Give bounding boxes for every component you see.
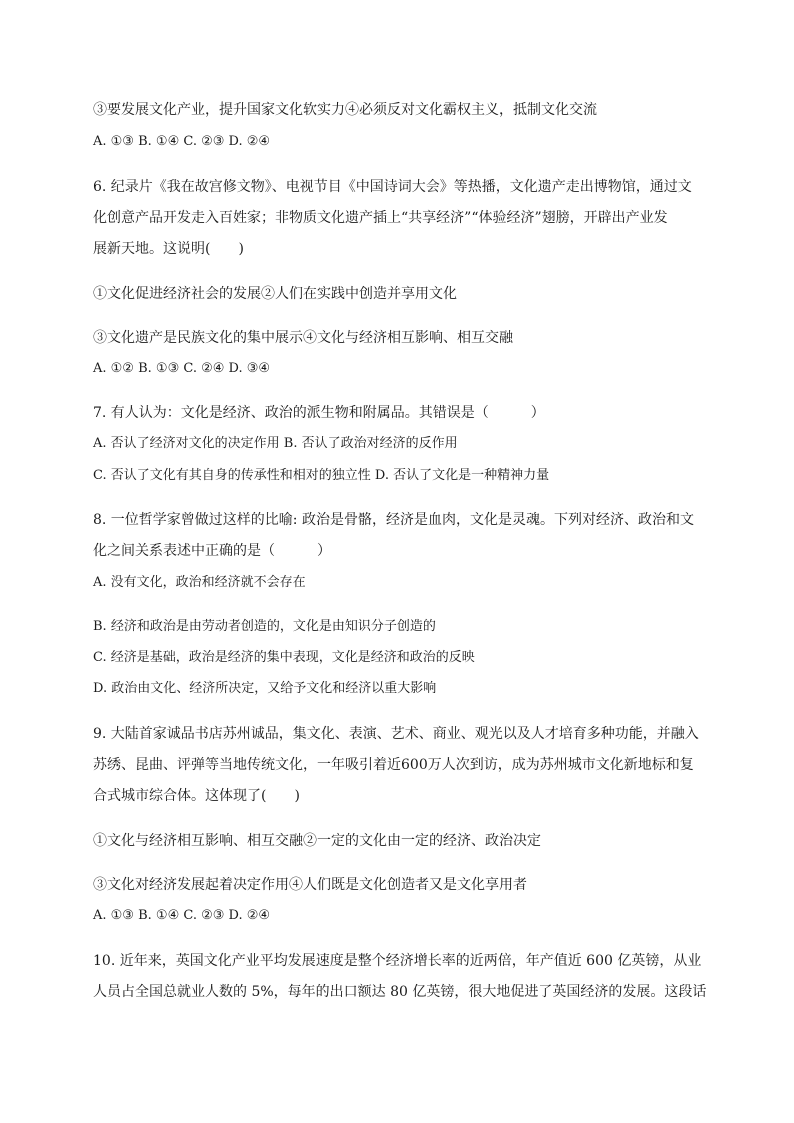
q6-choice-line-1: ①文化促进经济社会的发展②人们在实践中创造并享用文化 xyxy=(93,286,457,302)
q6-answer-options: A. ①② B. ①③ C. ②④ D. ③④ xyxy=(93,361,271,376)
q6-stem-line-1: 6. 纪录片《我在故宫修文物》、电视节目《中国诗词大会》等热播，文化遗产走出博物馆，通过文 xyxy=(93,179,692,195)
q6-choice-line-2: ③文化遗产是民族文化的集中展示④文化与经济相互影响、相互交融 xyxy=(93,330,513,346)
q8-option-d: D. 政治由文化、经济所决定，又给予文化和经济以重大影响 xyxy=(93,681,437,696)
q8-option-a: A. 没有文化，政治和经济就不会存在 xyxy=(93,575,306,590)
q9-answer-options: A. ①③ B. ①④ C. ②③ D. ②④ xyxy=(93,908,271,923)
q9-choice-line-1: ①文化与经济相互影响、相互交融②一定的文化由一定的经济、政治决定 xyxy=(93,833,541,849)
q10-stem-line-2: 人员占全国总就业人数的 5%，每年的出口额达 80 亿英镑，很大地促进了英国经济的发展。这段话 xyxy=(93,984,707,1000)
q10-stem-line-1: 10. 近年来，英国文化产业平均发展速度是整个经济增长率的近两倍，年产值近 600 亿英镑，从业 xyxy=(93,953,702,969)
q8-option-b: B. 经济和政治是由劳动者创造的，文化是由知识分子创造的 xyxy=(93,619,436,634)
q8-stem-line-1: 8. 一位哲学家曾做过这样的比喻: 政治是骨骼，经济是血肉，文化是灵魂。下列对经济、政治和文 xyxy=(93,512,694,528)
q9-stem-line-2: 苏绣、昆曲、评弹等当地传统文化，一年吸引着近600万人次到访，成为苏州城市文化新地标和复 xyxy=(93,757,694,773)
q8-option-c: C. 经济是基础，政治是经济的集中表现，文化是经济和政治的反映 xyxy=(93,650,475,665)
q5-answer-options: A. ①③ B. ①④ C. ②③ D. ②④ xyxy=(93,134,271,149)
q7-options-cd: C. 否认了文化有其自身的传承性和相对的独立性 D. 否认了文化是一种精神力量 xyxy=(93,468,550,483)
q7-options-ab: A. 否认了经济对文化的决定作用 B. 否认了政治对经济的反作用 xyxy=(93,436,458,451)
q6-stem-line-3: 展新天地。这说明( ) xyxy=(93,241,244,257)
q8-stem-line-2: 化之间关系表述中正确的是（ ） xyxy=(93,543,331,559)
q9-stem-line-1: 9. 大陆首家诚品书店苏州诚品，集文化、表演、艺术、商业、观光以及人才培育多种功能，并融入 xyxy=(93,726,699,742)
q5-choice-line-2: ③要发展文化产业，提升国家文化软实力④必须反对文化霸权主义，抵制文化交流 xyxy=(93,102,597,118)
q9-choice-line-2: ③文化对经济发展起着决定作用④人们既是文化创造者又是文化享用者 xyxy=(93,877,527,893)
q9-stem-line-3: 合式城市综合体。这体现了( ) xyxy=(93,788,300,804)
q7-stem: 7. 有人认为：文化是经济、政治的派生物和附属品。其错误是（ ） xyxy=(93,405,545,421)
q6-stem-line-2: 化创意产品开发走入百姓家；非物质文化遗产插上“共享经济”“体验经济”翅膀，开辟出产业发 xyxy=(93,210,668,226)
